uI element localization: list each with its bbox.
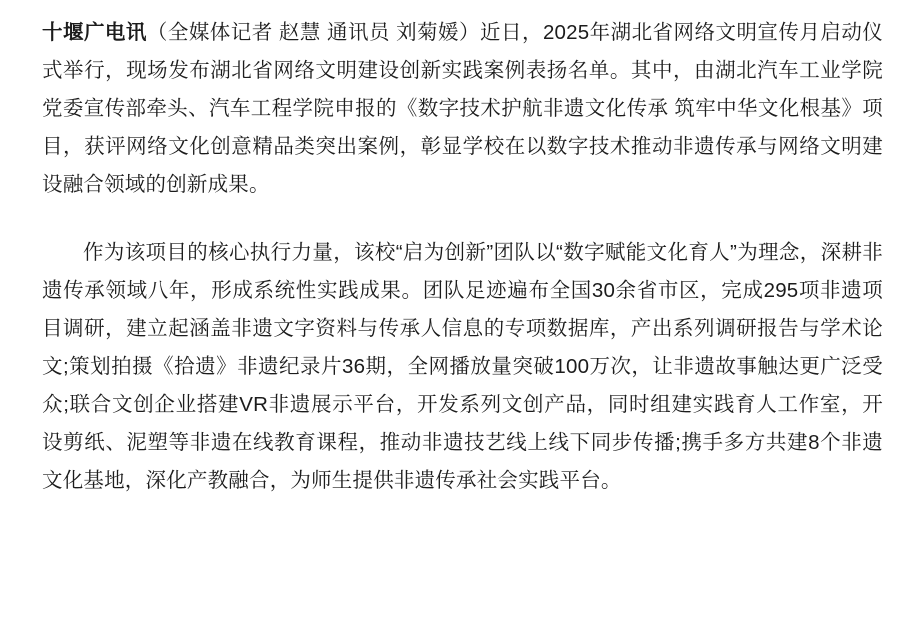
body-paragraph: 作为该项目的核心执行力量，该校“启为创新”团队以“数字赋能文化育人”为理念，深耕非遗传承领域八年，形成系统性实践成果。团队足迹遍布全国30余省市区，完成295项非遗项目调研，建立起涵盖非遗文字资料与传承人信息的专项数据库，产出系列调研报告与学术论文;策划拍摄《拾遗》非遗纪录片36期，全网播放量突破100万次，让非遗故事触达更广泛受众;联合文创企业搭建VR非遗展示平台，开发系列文创产品，同时组建实践育人工作室，开设剪纸、泥塑等非遗在线教育课程，推动非遗技艺线上线下同步传播;携手多方共建8个非遗文化基地，深化产教融合，为师生提供非遗传承社会实践平台。 [42, 241, 883, 492]
byline: （全媒体记者 赵慧 通讯员 刘菊媛） [146, 21, 481, 44]
lead-paragraph-text: 近日，2025年湖北省网络文明宣传月启动仪式举行，现场发布湖北省网络文明建设创新实践案例表扬名单。其中，由湖北汽车工业学院党委宣传部牵头、汽车工程学院申报的《数字技术护航非遗文化传承 筑牢中华文化根基》项目，获评网络文化创意精品类突出案例，彰显学校在以数字技术推动非遗传承与网络文明建设融合领域的创新成果。 [42, 21, 883, 196]
lead-paragraph [42, 14, 883, 204]
dateline: 十堰广电讯 [42, 21, 147, 44]
